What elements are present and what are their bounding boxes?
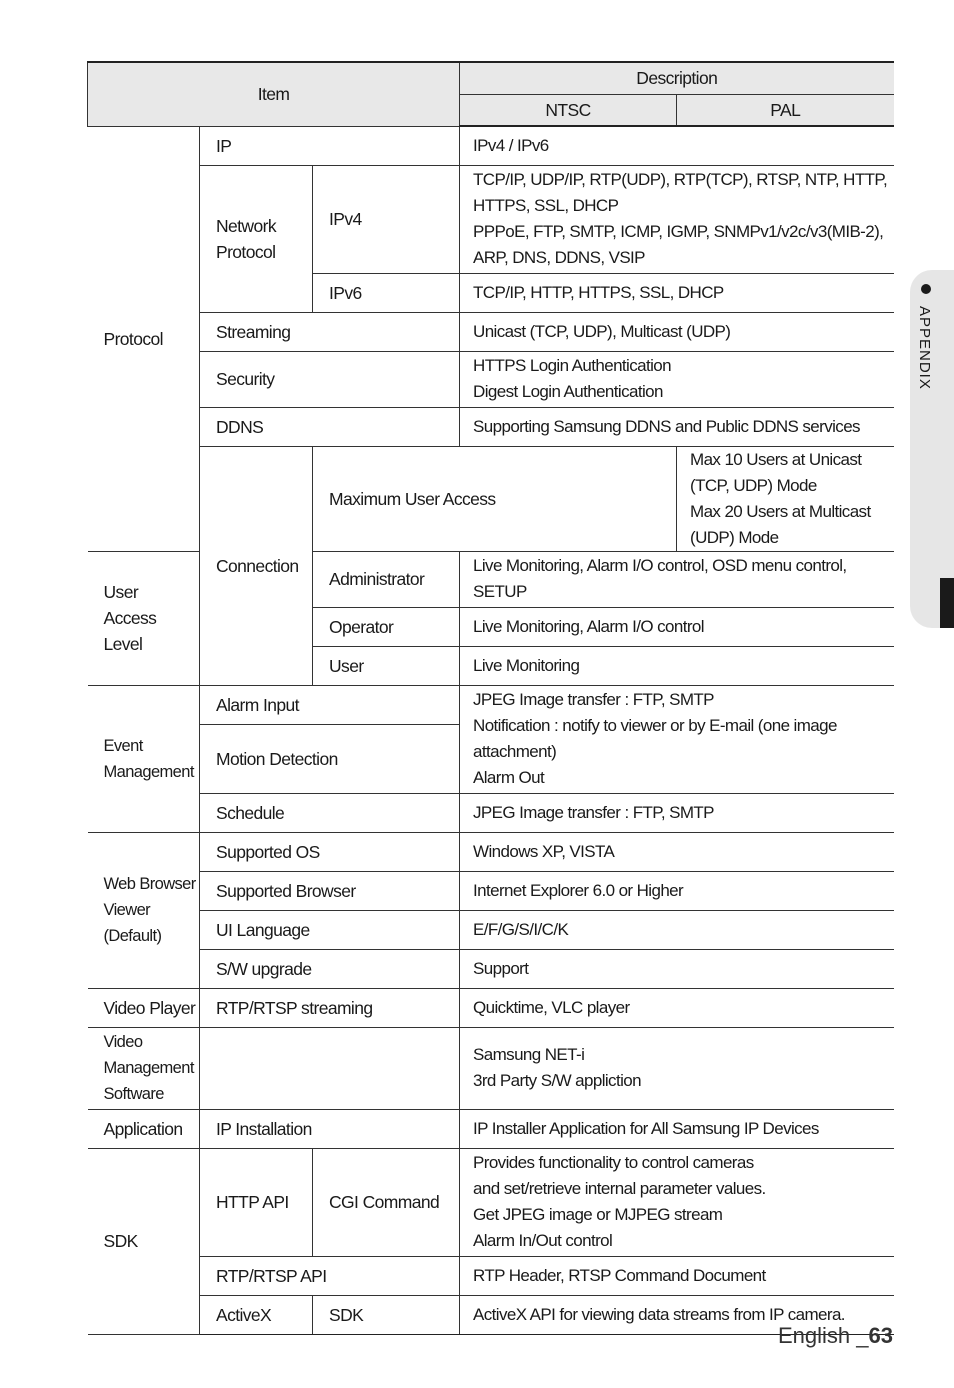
desc-vms: [460, 1027, 894, 1109]
desc-streaming: Unicast (TCP, UDP), Multicast (UDP): [460, 312, 894, 351]
desc-line: TCP/IP, UDP/IP, RTP(UDP), RTP(TCP), RTSP, NTP, HTTP,: [473, 170, 888, 189]
category-web-browser-viewer: [88, 832, 200, 988]
item-user: User: [313, 646, 460, 685]
desc-line: Max 10 Users at Unicast (TCP, UDP) Mode: [690, 449, 862, 495]
desc-line: Samsung NET-i: [473, 1045, 585, 1064]
desc-line: Max 20 Users at Multicast (UDP) Mode: [690, 501, 871, 547]
desc-line: Digest Login Authentication: [473, 382, 663, 401]
tab-marker: [940, 578, 954, 628]
page-footer: [778, 1323, 893, 1349]
desc-line: PPPoE, FTP, SMTP, ICMP, IGMP, SNMPv1/v2c/v3(MIB-2),: [473, 222, 884, 241]
desc-schedule: JPEG Image transfer : FTP, SMTP: [460, 793, 894, 832]
item-sw-upgrade: S/W upgrade: [200, 949, 460, 988]
item-ip-installation: IP Installation: [200, 1109, 460, 1148]
desc-line: Alarm In/Out control: [473, 1231, 613, 1250]
desc-event: [460, 685, 894, 793]
desc-supported-browser: Internet Explorer 6.0 or Higher: [460, 871, 894, 910]
item-activex-sdk: SDK: [313, 1295, 460, 1334]
desc-administrator: [460, 551, 894, 607]
item-administrator: Administrator: [313, 551, 460, 607]
category-line: Management: [103, 762, 194, 781]
item-ddns: DDNS: [200, 407, 460, 446]
desc-line: attachment): [473, 742, 557, 761]
desc-line: Live Monitoring, Alarm I/O control, OSD menu control,: [473, 556, 847, 575]
item-alarm-input: Alarm Input: [200, 685, 460, 724]
desc-line: SETUP: [473, 582, 527, 601]
item-http-api: HTTP API: [200, 1148, 313, 1256]
header-item: Item: [88, 62, 460, 126]
appendix-side-tab: [910, 270, 954, 628]
category-line: (Default): [103, 927, 162, 945]
desc-ip: IPv4 / IPv6: [460, 126, 894, 165]
desc-user: Live Monitoring: [460, 646, 894, 685]
desc-line: Alarm Out: [473, 768, 545, 787]
item-ip: IP: [200, 126, 460, 165]
item-rtp-rtsp-streaming: RTP/RTSP streaming: [200, 988, 460, 1027]
page-number: 63: [868, 1323, 893, 1348]
desc-line: and set/retrieve internal parameter values.: [473, 1179, 766, 1198]
item-supported-os: Supported OS: [200, 832, 460, 871]
item-operator: Operator: [313, 607, 460, 646]
desc-security: [460, 351, 894, 407]
item-ui-language: UI Language: [200, 910, 460, 949]
desc-video-player: Quicktime, VLC player: [460, 988, 894, 1027]
category-line: Software: [103, 1085, 164, 1103]
desc-line: Provides functionality to control cameras: [473, 1153, 754, 1172]
category-connection: Connection: [200, 446, 313, 685]
item-vms-empty: [200, 1027, 460, 1109]
category-line: Viewer: [103, 901, 151, 919]
desc-operator: Live Monitoring, Alarm I/O control: [460, 607, 894, 646]
category-line: Video: [103, 1033, 143, 1051]
desc-line: 3rd Party S/W appliction: [473, 1071, 641, 1090]
item-motion-detection: Motion Detection: [200, 724, 460, 793]
header-ntsc: NTSC: [460, 94, 677, 126]
desc-line: ARP, DNS, DDNS, VSIP: [473, 248, 645, 267]
footer-language: English _: [778, 1323, 869, 1348]
category-sdk: SDK: [88, 1148, 200, 1334]
desc-ipv4: [460, 165, 894, 273]
category-line: Event: [103, 736, 143, 755]
desc-max-user-access: [677, 446, 894, 551]
category-line: Web Browser: [103, 875, 196, 893]
item-activex: ActiveX: [200, 1295, 313, 1334]
spec-table: [87, 61, 894, 1335]
category-event-management: [88, 685, 200, 832]
category-line: Management: [103, 1059, 194, 1077]
desc-activex: ActiveX API for viewing data streams from IP camera.: [460, 1295, 894, 1334]
desc-line: HTTPS Login Authentication: [473, 356, 671, 375]
desc-supported-os: Windows XP, VISTA: [460, 832, 894, 871]
item-security: Security: [200, 351, 460, 407]
desc-line: Notification : notify to viewer or by E-mail (one image: [473, 716, 837, 735]
desc-cgi-command: [460, 1148, 894, 1256]
header-pal: PAL: [677, 94, 894, 126]
category-video-player: Video Player: [88, 988, 200, 1027]
bullet-icon: [921, 284, 931, 294]
desc-ip-installation: IP Installer Application for All Samsung IP Devices: [460, 1109, 894, 1148]
item-user-access-level: User Access Level: [88, 551, 200, 685]
item-schedule: Schedule: [200, 793, 460, 832]
category-vms: [88, 1027, 200, 1109]
appendix-label: APPENDIX: [916, 306, 933, 390]
desc-line: HTTPS, SSL, DHCP: [473, 196, 619, 215]
header-description: Description: [460, 62, 894, 94]
item-cgi-command: CGI Command: [313, 1148, 460, 1256]
desc-line: Get JPEG image or MJPEG stream: [473, 1205, 723, 1224]
desc-ipv6: TCP/IP, HTTP, HTTPS, SSL, DHCP: [460, 273, 894, 312]
desc-sw-upgrade: Support: [460, 949, 894, 988]
desc-line: JPEG Image transfer : FTP, SMTP: [473, 690, 714, 709]
item-ipv6: IPv6: [313, 273, 460, 312]
category-application: Application: [88, 1109, 200, 1148]
item-streaming: Streaming: [200, 312, 460, 351]
desc-ddns: Supporting Samsung DDNS and Public DDNS services: [460, 407, 894, 446]
item-supported-browser: Supported Browser: [200, 871, 460, 910]
item-network-protocol: Network Protocol: [200, 165, 313, 312]
item-ipv4: IPv4: [313, 165, 460, 273]
item-max-user-access: Maximum User Access: [313, 446, 677, 551]
desc-ui-language: E/F/G/S/I/C/K: [460, 910, 894, 949]
item-rtp-rtsp-api: RTP/RTSP API: [200, 1256, 460, 1295]
desc-rtp-rtsp-api: RTP Header, RTSP Command Document: [460, 1256, 894, 1295]
category-protocol: Protocol: [88, 126, 200, 551]
